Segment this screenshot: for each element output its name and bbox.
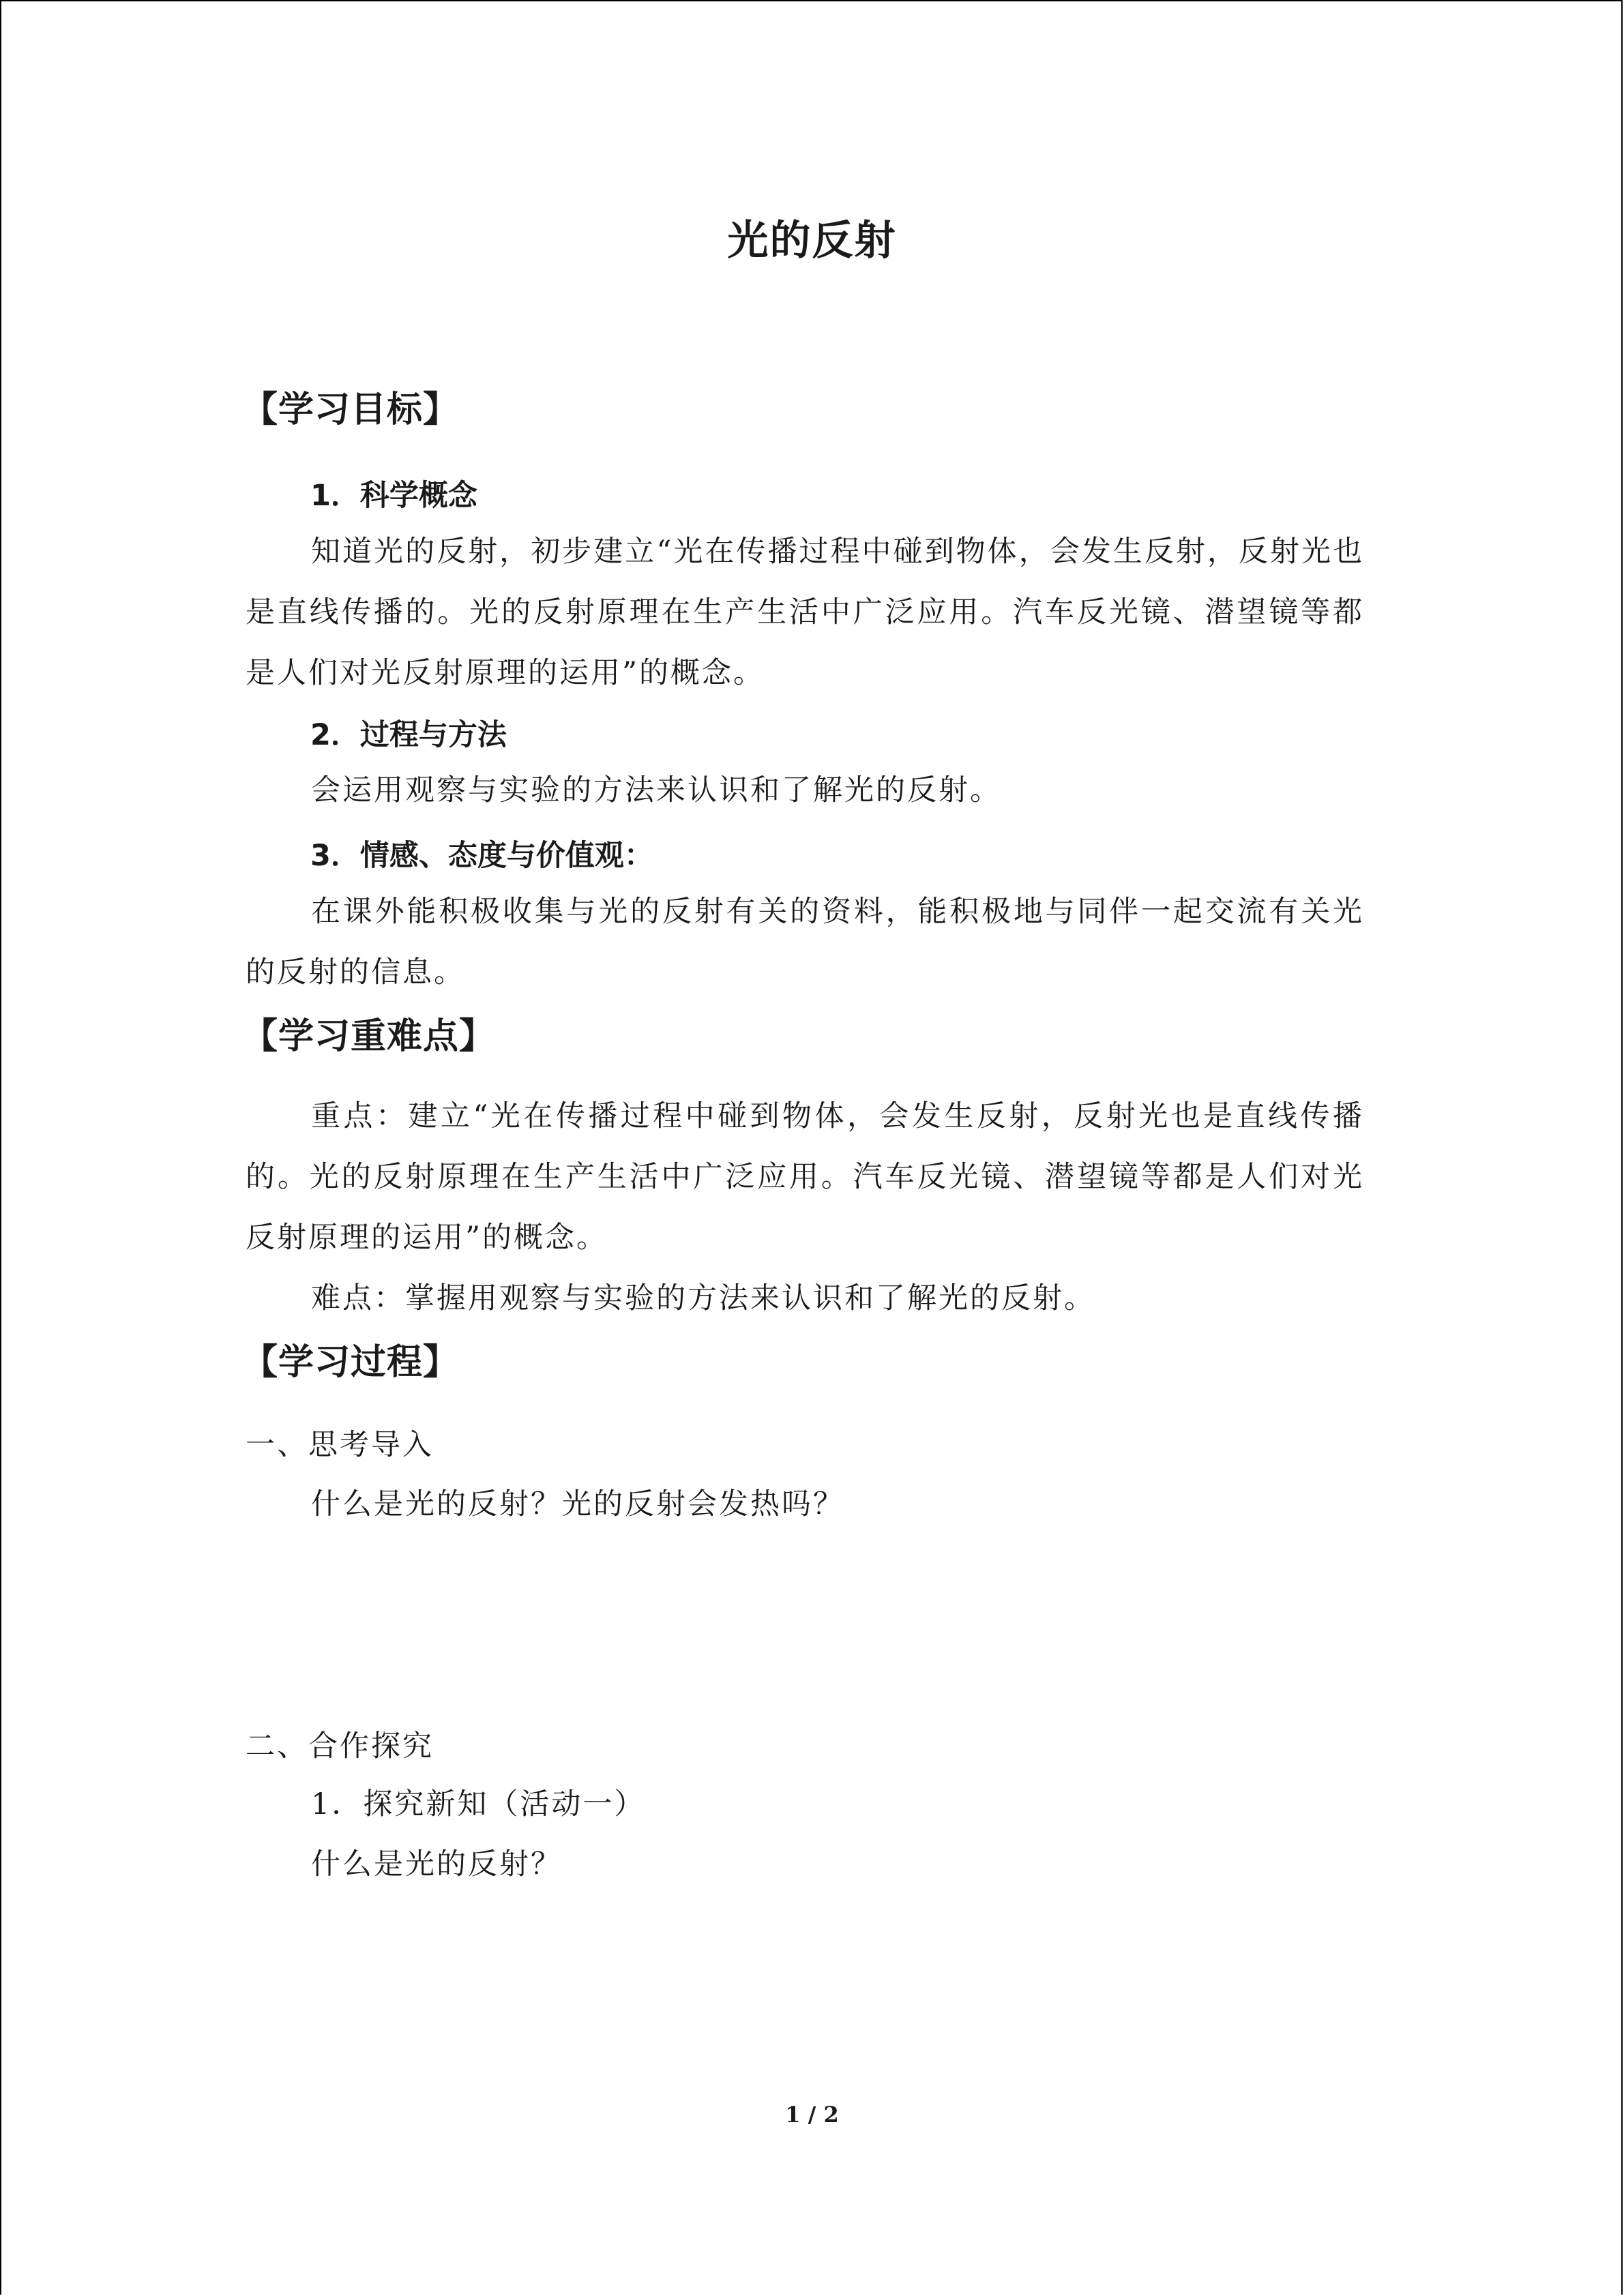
objective-1-label: 1．科学概念 bbox=[310, 479, 477, 513]
process-part1-label: 一、思考导入 bbox=[246, 1428, 434, 1462]
objective-1-text: 知道光的反射，初步建立“光在传播过程中碰到物体，会发生反射，反射光也是直线传播的。光的反射原理在生产生活中广泛应用。汽车反光镜、潜望镜等都是人们对光反射原理的运用”的概念。 bbox=[246, 535, 1364, 690]
objectives-heading: 【学习目标】 bbox=[242, 389, 460, 430]
process-part1-question: 什么是光的反射？光的反射会发热吗？ bbox=[311, 1487, 844, 1521]
page-number: 1 / 2 bbox=[785, 2102, 839, 2128]
process-heading: 【学习过程】 bbox=[242, 1342, 460, 1383]
objective-2-text: 会运用观察与实验的方法来认识和了解光的反射。 bbox=[311, 773, 1001, 807]
objective-2-label: 2．过程与方法 bbox=[310, 718, 507, 752]
objective-3-label: 3．情感、态度与价值观： bbox=[310, 839, 653, 873]
key-points-heading: 【学习重难点】 bbox=[242, 1016, 496, 1057]
process-part2-activity: 1．探究新知（活动一） bbox=[311, 1787, 646, 1821]
key-points-difficulty: 难点：掌握用观察与实验的方法来认识和了解光的反射。 bbox=[311, 1281, 1095, 1315]
objective-3-text: 在课外能积极收集与光的反射有关的资料，能积极地与同伴一起交流有关光的反射的信息。 bbox=[246, 895, 1364, 989]
process-part2-label: 二、合作探究 bbox=[246, 1729, 434, 1763]
key-points-focus: 重点：建立“光在传播过程中碰到物体，会发生反射，反射光也是直线传播的。光的反射原理在生产生活中广泛应用。汽车反光镜、潜望镜等都是人们对光反射原理的运用”的概念。 bbox=[246, 1099, 1364, 1255]
process-part2-question: 什么是光的反射？ bbox=[311, 1847, 562, 1881]
page-title: 光的反射 bbox=[727, 217, 897, 265]
